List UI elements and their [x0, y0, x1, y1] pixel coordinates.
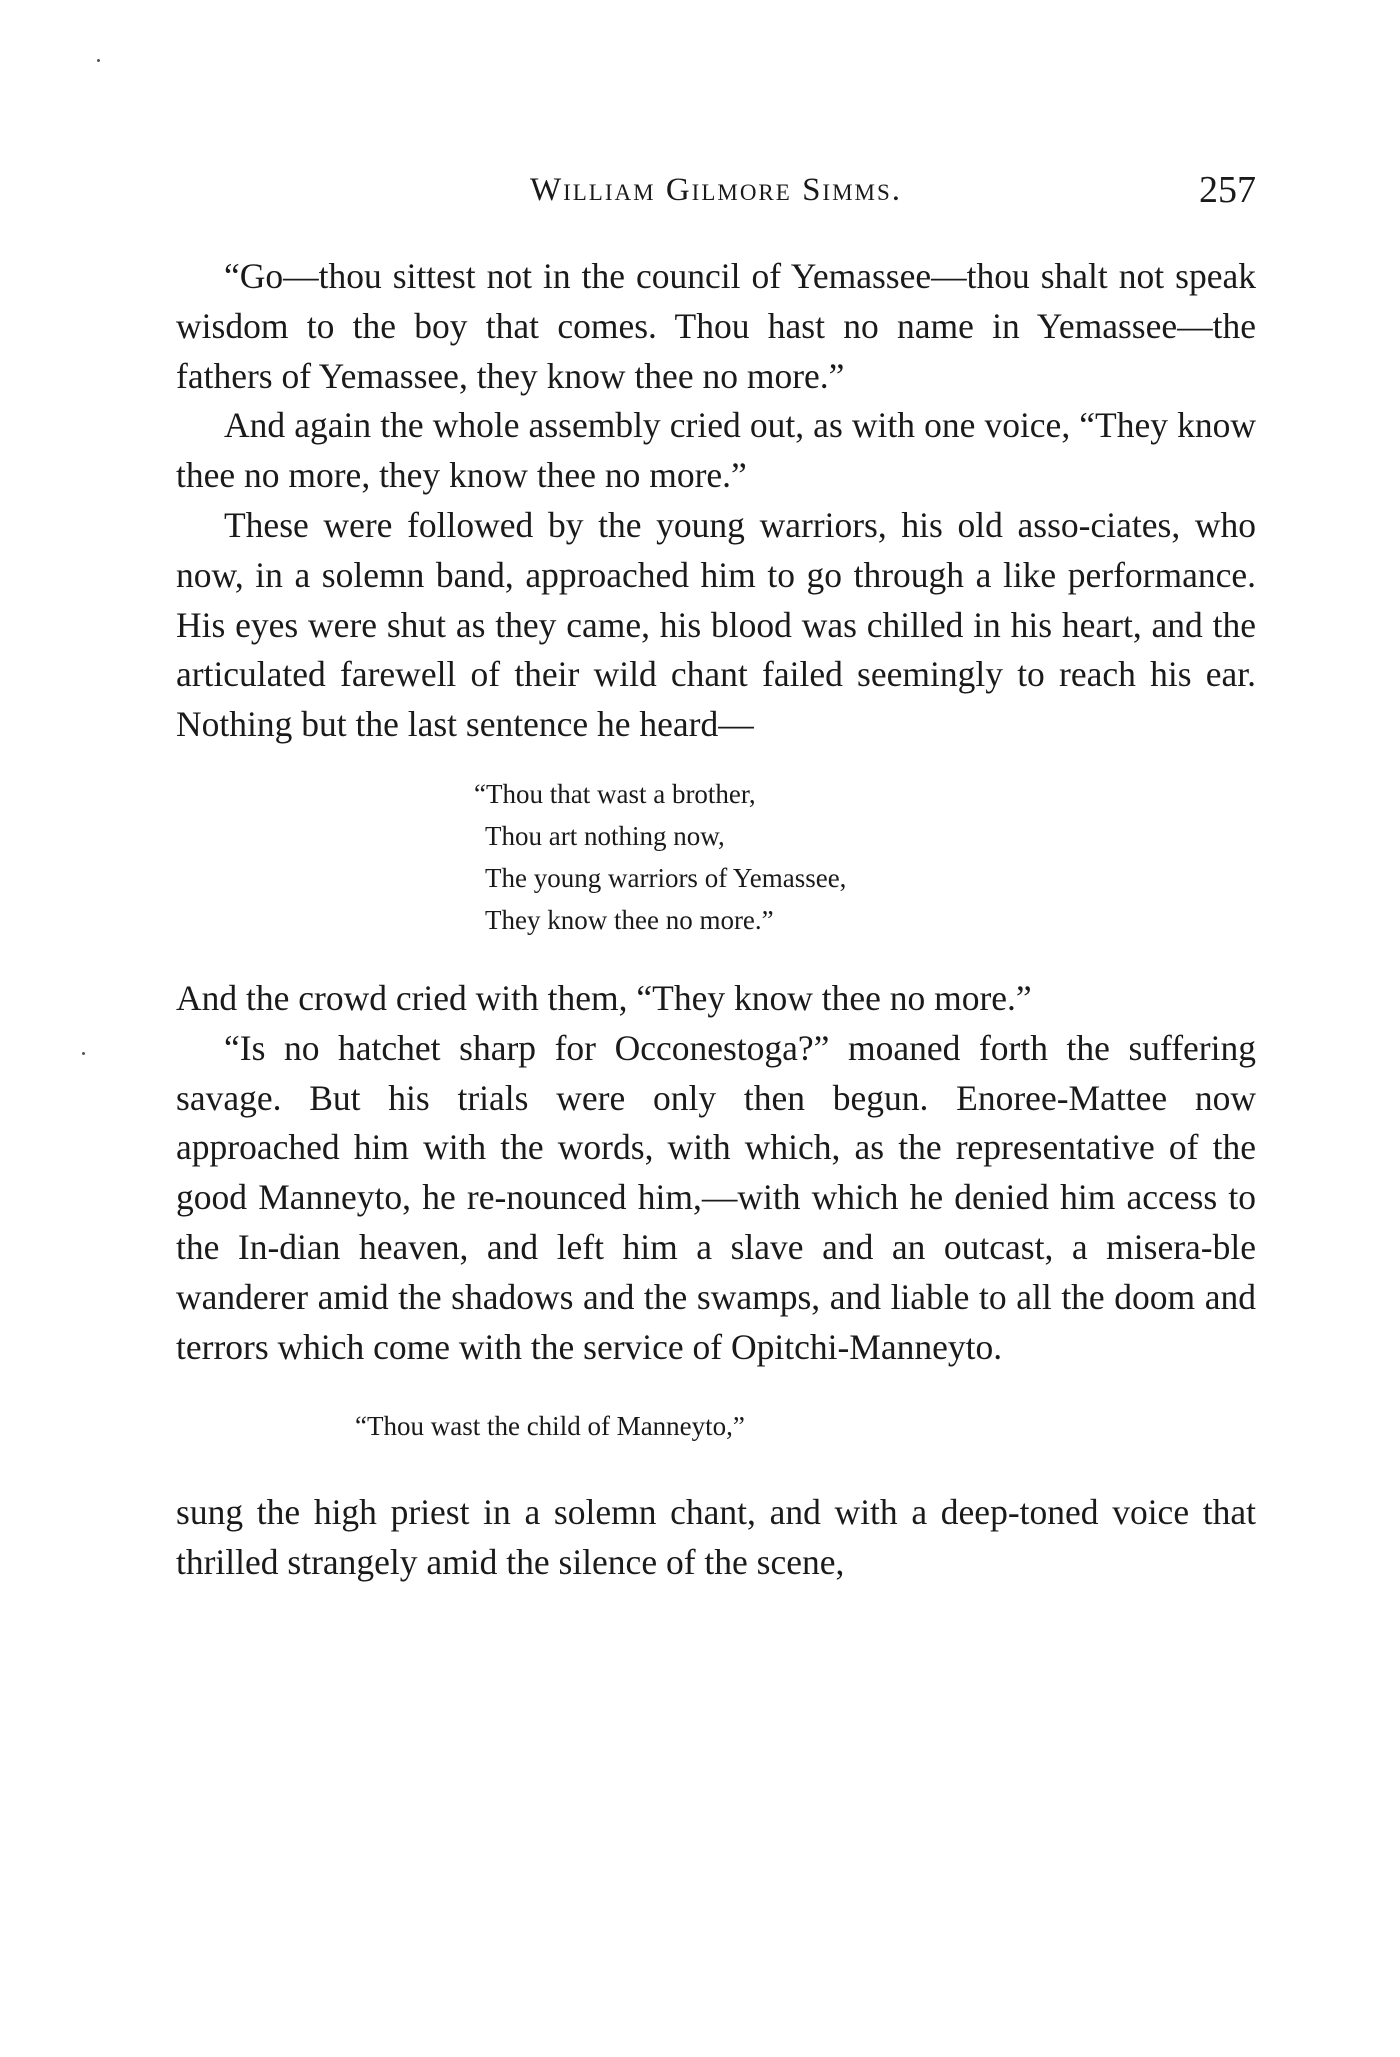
paragraph: And the crowd cried with them, “They know thee no more.” — [176, 977, 1032, 1018]
verse-line: “Thou that wast a brother, — [474, 778, 756, 809]
verse-line: The young warriors of Yemassee, — [485, 862, 847, 893]
body-text — [176, 252, 1256, 1588]
paragraph: sung the high priest in a solemn chant, and with a deep-toned voice that thrilled strangely amid the silence of the scene, — [176, 1492, 1256, 1583]
paragraph: “Is no hatchet sharp for Occonestoga?” moaned forth the suffering savage. But his trials were only then begun. Enoree-Mattee now approached him with the words, with which, as the representative of the good Manneyto, he re-nounced him,—with which he denied him access to the In-dian heaven, and left him a slave and an outcast, a misera-ble wanderer amid the shadows and the swamps, and liable to all the doom and terrors which come with the service of Opitchi-Manneyto. — [176, 1027, 1256, 1367]
verse-line: Thou art nothing now, — [485, 820, 725, 851]
paragraph: These were followed by the young warriors, his old asso-ciates, who now, in a solemn band, approached him to go through a like performance. His eyes were shut as they came, his blood was chilled in his heart, and the articulated farewell of their wild chant failed seemingly to reach his ear. Nothing but the last sentence he heard— — [176, 504, 1256, 745]
page-number: 257 — [1199, 169, 1256, 211]
page-header — [176, 168, 1256, 220]
verse-line: “Thou wast the child of Manneyto,” — [355, 1411, 745, 1442]
verse-quotation — [176, 773, 1256, 941]
stray-ink-mark — [82, 1052, 85, 1055]
stray-ink-mark — [97, 59, 100, 62]
running-title: William Gilmore Simms. — [529, 172, 903, 208]
verse-quotation — [176, 1405, 1256, 1447]
paragraph: “Go—thou sittest not in the council of Yemassee—thou shalt not speak wisdom to the boy that comes. Thou hast no name in Yemassee—the fathers of Yemassee, they know thee no more.” — [176, 256, 1256, 396]
verse-line: They know thee no more.” — [485, 904, 774, 935]
paragraph: And again the whole assembly cried out, as with one voice, “They know thee no more, they know thee no more.” — [176, 405, 1256, 496]
